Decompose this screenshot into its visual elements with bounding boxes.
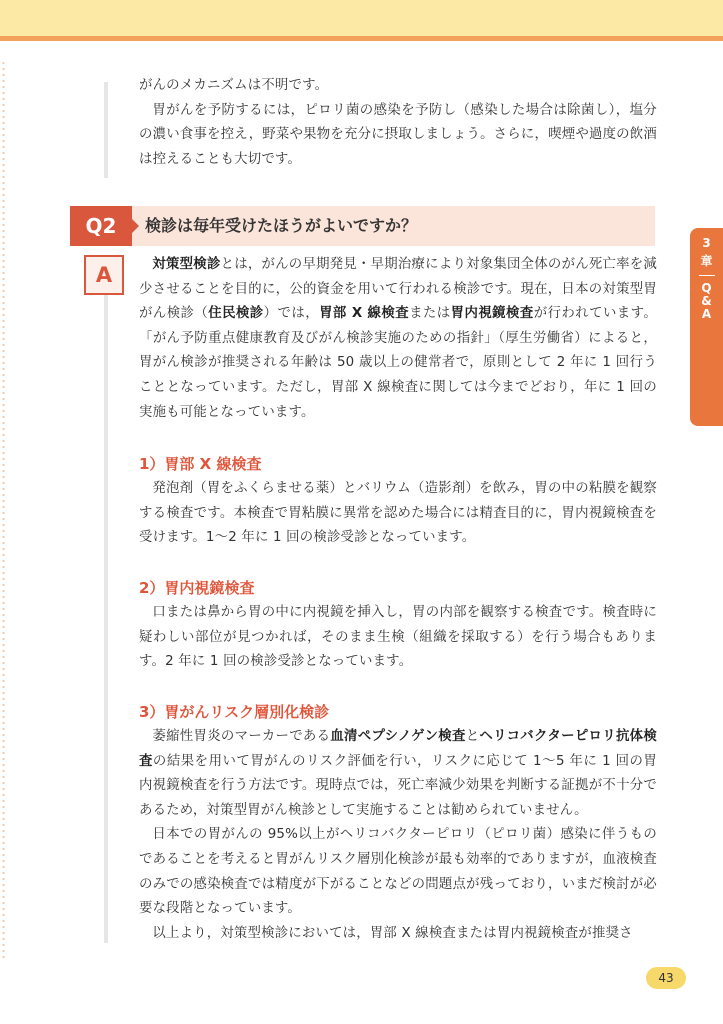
section-3-paragraph-3: 以上より，対策型検診においては，胃部 X 線検査または胃内視鏡検査が推奨さ xyxy=(152,925,633,941)
chapter-label-q: Q xyxy=(701,281,712,295)
header-rule xyxy=(0,36,723,41)
header-band xyxy=(0,0,723,36)
section-heading-3: 3）胃がんリスク層別化検診 xyxy=(139,703,330,721)
answer-paragraph: 対策型検診とは，がんの早期発見・早期治療により対象集団全体のがん死亡率を減少させることを目的に，公的資金を用いて行われる検診です。現在，日本の対策型胃がん検診（住民検診）では，胃部 X 線検査または胃内視鏡検査が行われています。「がん予防重点健康教育及びがん検診実施のための指針」（厚生労働省）によると，胃がん検診が推奨される年齢は 50 歳以上の健常者で，原則として 2 年に 1 回行うこととなっています。ただし，胃部 X 線検査に関しては今までどおり，年に 1 回の実施も可能となっています。 xyxy=(139,257,658,420)
section-heading-1: 1）胃部 X 線検査 xyxy=(139,455,262,473)
margin-dots xyxy=(2,60,5,960)
question-label-arrow xyxy=(132,219,139,233)
chapter-tab xyxy=(690,228,723,426)
section-body-3: 萎縮性胃炎のマーカーである血清ペプシノゲン検査とヘリコバクターピロリ抗体検査の結果を用いて胃がんのリスク評価を行い，リスクに応じて 1〜5 年に 1 回の胃内視鏡検査を行う方法です。現時点では，死亡率減少効果を判断する証拠が不十分であるため，対策型胃がん検診として実施することは勧められていません。 日本での胃がんの 95%以上がヘリコバクターピロリ（ピロリ菌）感染に伴うものであることを考えると胃がんリスク層別化検診が最も効率的でありますが，血液検査のみでの感染検査では精度が下がることなどの問題点が残っており，いまだ検討が必要な段階となっています。 以上より，対策型検診においては，胃部 X 線検査または胃内視鏡検査が推奨さ xyxy=(139,725,657,946)
term-taisakugata-kenshin: 対策型検診 xyxy=(152,257,221,272)
question-title: 検診は毎年受けたほうがよいですか？ xyxy=(145,216,418,235)
term-inaishikyo: 胃内視鏡検査 xyxy=(450,306,534,322)
term-pepsinogen: 血清ペプシノゲン検査 xyxy=(330,729,466,744)
intro-text xyxy=(139,74,657,172)
page-number: 43 xyxy=(646,967,686,989)
chapter-number: 3 xyxy=(702,236,711,250)
question-label: Q2 xyxy=(70,206,132,246)
section-body-1: 発泡剤（胃をふくらませる薬）とバリウム（造影剤）を飲み，胃の中の粘膜を観察する検査です。本検査で胃粘膜に異常を認めた場合には精査目的に，胃内視鏡検査を受けます。1〜2 年に 1 回の検診受診となっています。 xyxy=(139,481,657,546)
section-heading-2: 2）胃内視鏡検査 xyxy=(139,579,255,597)
chapter-label-amp: & xyxy=(701,294,712,308)
chapter-label-a: A xyxy=(701,307,712,321)
intro-paragraph-1: がんのメカニズムは不明です。 xyxy=(139,78,329,93)
answer-label: A xyxy=(84,255,124,295)
answer-side-bar xyxy=(104,255,108,943)
intro-side-bar xyxy=(104,82,108,178)
section-body-2: 口または鼻から胃の中に内視鏡を挿入し，胃の内部を観察する検査です。検査時に疑わしい部位が見つかれば，そのまま生検（組織を採取する）を行う場合もあります。2 年に 1 回の検診受診となっています。 xyxy=(139,605,657,670)
chapter-kanji: 章 xyxy=(700,254,713,268)
term-ibu-xsen: 胃部 X 線検査 xyxy=(319,306,410,322)
intro-paragraph-2: 胃がんを予防するには，ピロリ菌の感染を予防し（感染した場合は除菌し），塩分の濃い食事を控え，野菜や果物を充分に摂取しましょう。さらに，喫煙や過度の飲酒は控えることも大切です。 xyxy=(139,102,657,167)
answer-text xyxy=(139,253,657,425)
chapter-divider xyxy=(699,275,715,276)
term-jumin-kenshin: 住民検診 xyxy=(208,306,264,322)
section-3-paragraph-2: 日本での胃がんの 95%以上がヘリコバクターピロリ（ピロリ菌）感染に伴うものであることを考えると胃がんリスク層別化検診が最も効率的でありますが，血液検査のみでの感染検査では精度が下がることなどの問題点が残っており，いまだ検討が必要な段階となっています。 xyxy=(139,827,657,917)
term-hp-antibody: ヘリコバクターピロリ抗体検査 xyxy=(139,729,657,769)
